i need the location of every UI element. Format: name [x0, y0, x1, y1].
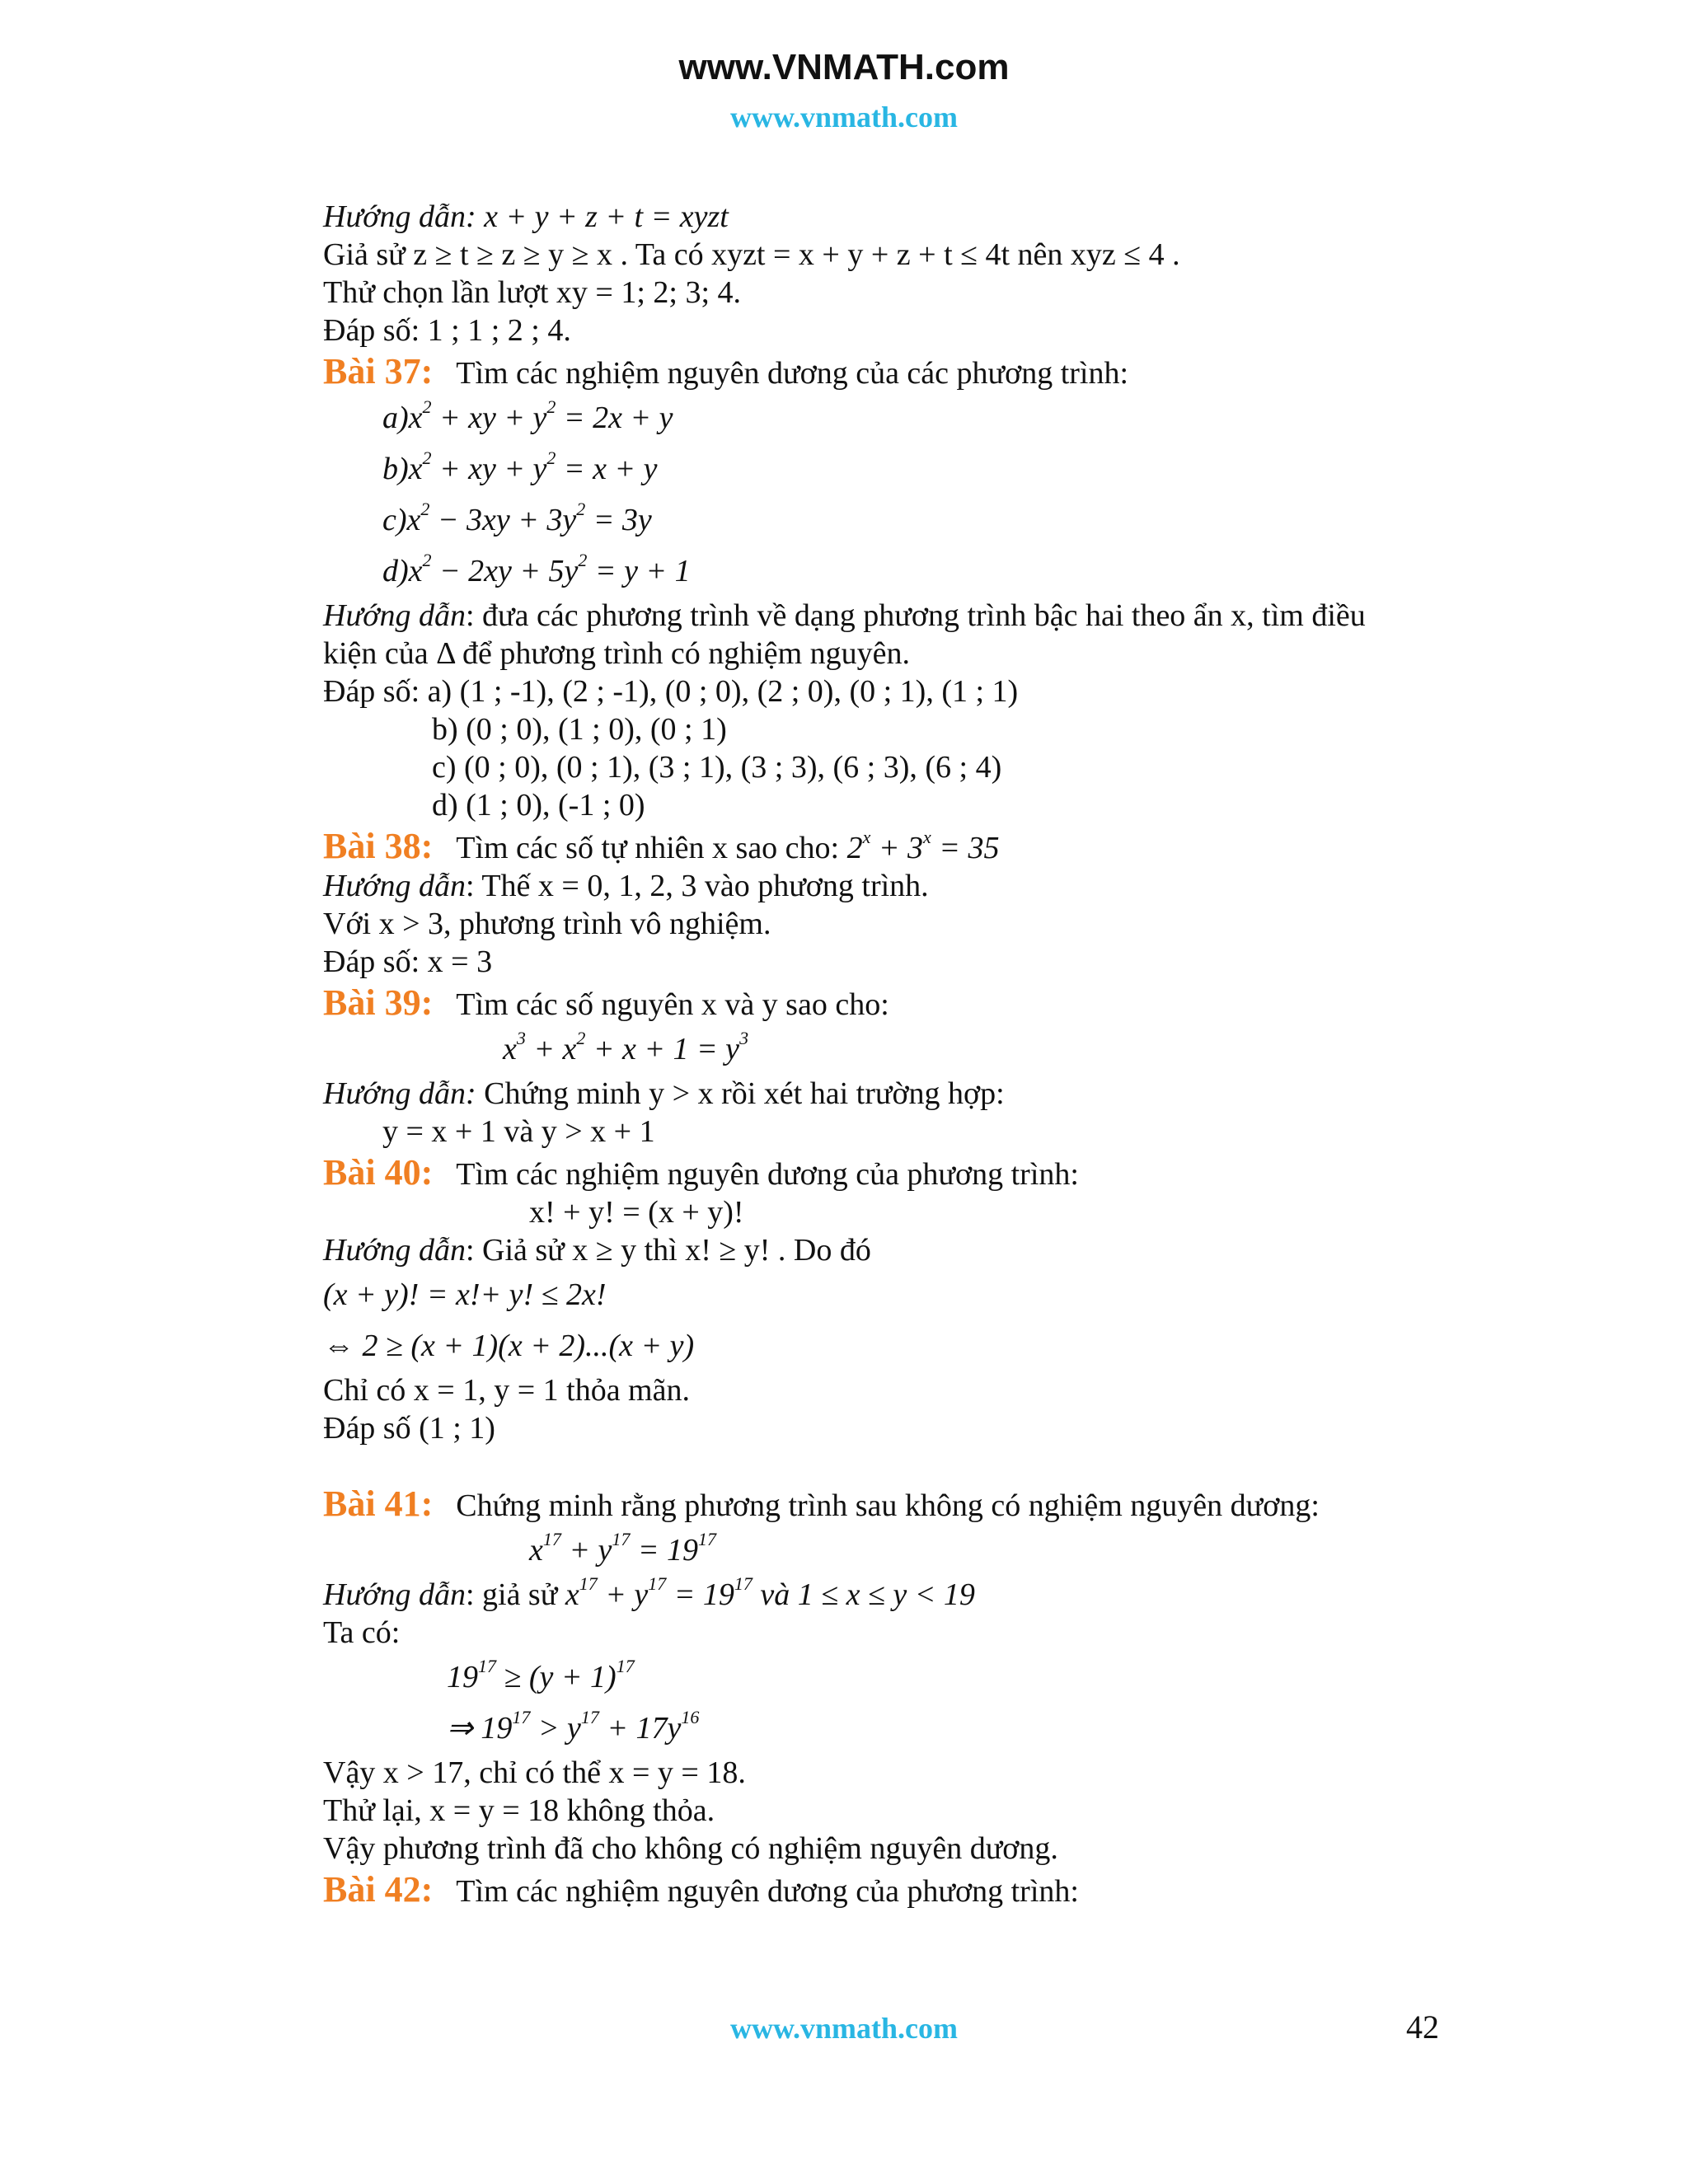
hint-line [323, 198, 1461, 236]
equation: (x + y)! = x!+ y! ≤ 2x! [323, 1277, 607, 1312]
line-text: x! + y! = (x + y)! [529, 1195, 744, 1230]
exercise-label: Bài 41: [323, 1483, 434, 1524]
equation-line [323, 1269, 1461, 1320]
line-text: Đáp số: 1 ; 1 ; 2 ; 4. [323, 313, 571, 348]
line-text: b) (0 ; 0), (1 ; 0), (0 ; 1) [432, 712, 727, 747]
line-text: c) (0 ; 0), (0 ; 1), (3 ; 1), (3 ; 3), (6 ; 3), (6 ; 4) [432, 750, 1002, 785]
text-line [323, 1754, 1461, 1792]
equation: $x^3 + x^2 + x + 1 = y^3$ [503, 1028, 749, 1066]
text-line [323, 673, 1461, 710]
exercise-prompt: Tìm các số nguyên x và y sao cho: [456, 987, 889, 1022]
text-line [323, 786, 1461, 824]
text-line [323, 905, 1461, 943]
page-number: 42 [1406, 2008, 1439, 2046]
line-text: : đưa các phương trình về dạng phương trình bậc hai theo ẩn x, tìm điều [465, 598, 1366, 633]
equation: $19^{17} \ge (y + 1)^{17}$ [447, 1656, 635, 1694]
hint-line [323, 597, 1461, 635]
line-text: : giả sử [465, 1577, 565, 1612]
exercise-heading [323, 1154, 1461, 1193]
site-header-link[interactable]: www.vnmath.com [730, 101, 958, 134]
line-text: Ta có: [323, 1615, 401, 1650]
equation-line [323, 392, 1461, 443]
equation: $b)x^2$ + xy + $y^2 = x + y$ [382, 448, 658, 486]
line-text: y = x + 1 và y > x + 1 [382, 1114, 655, 1149]
line-text: Thử lại, x = y = 18 không thỏa. [323, 1793, 715, 1828]
hint-line [323, 1573, 1461, 1614]
hint-label: Hướng dẫn: [323, 199, 476, 234]
line-text: Vậy x > 17, chỉ có thể x = y = 18. [323, 1755, 746, 1790]
text-line [323, 1830, 1461, 1868]
exercise-heading [323, 353, 1461, 392]
equation: $d)x^2 - 2xy + 5y^2 = y + 1$ [382, 550, 691, 588]
page-content [323, 198, 1461, 1910]
exercise-label: Bài 38: [323, 826, 434, 866]
equation: ⇒ $19^{17} > y^{17} + 17y^{16}$ [447, 1707, 700, 1746]
site-header-main: www.VNMATH.com [678, 47, 1010, 87]
exercise-prompt: Tìm các nghiệm nguyên dương của các phương trình: [456, 356, 1129, 391]
text-line [323, 236, 1461, 274]
exercise-prompt: Tìm các nghiệm nguyên dương của phương trình: [456, 1874, 1079, 1909]
equation: $c)x^2 - 3xy + 3y^2 = 3y$ [382, 499, 652, 537]
exercise-prompt: Tìm các số tự nhiên x sao cho: [456, 831, 847, 865]
line-text: Đáp số: x = 3 [323, 944, 493, 979]
equation: ⇔ 2 ≥ (x + 1)(x + 2)...(x + y) [323, 1329, 695, 1363]
line-text: d) (1 ; 0), (-1 ; 0) [432, 788, 645, 823]
line-text: kiện của Δ để phương trình có nghiệm nguyên. [323, 636, 911, 671]
equation-line [323, 546, 1461, 597]
equation-line [323, 1024, 1461, 1075]
hint-line [323, 1075, 1461, 1113]
line-text: Đáp số: a) (1 ; -1), (2 ; -1), (0 ; 0), (2 ; 0), (0 ; 1), (1 ; 1) [323, 674, 1019, 709]
equation-line [323, 1525, 1461, 1576]
equation-line [323, 1703, 1461, 1754]
equation-line [323, 1320, 1461, 1371]
hint-label: Hướng dẫn [323, 598, 466, 633]
line-text: Chứng minh y > x rồi xét hai trường hợp: [476, 1076, 1005, 1111]
equation: $a)x^2$ + xy + $y^2 = 2x + y$ [382, 396, 673, 435]
text-line [323, 943, 1461, 981]
exercise-heading [323, 1871, 1461, 1910]
exercise-label: Bài 42: [323, 1869, 434, 1910]
exercise-label: Bài 37: [323, 351, 434, 391]
hint-label: Hướng dẫn [323, 1577, 466, 1612]
text-line [323, 1113, 1461, 1151]
text-line [323, 1614, 1461, 1652]
exercise-heading [323, 1485, 1461, 1525]
line-text: : Giả sử x ≥ y thì x! ≥ y! . Do đó [465, 1233, 871, 1268]
equation-line [323, 443, 1461, 494]
exercise-prompt: Chứng minh rằng phương trình sau không có nghiệm nguyên dương: [456, 1488, 1320, 1523]
hint-label: Hướng dẫn [323, 1233, 466, 1268]
hint-line [323, 1231, 1461, 1269]
text-line [323, 1792, 1461, 1830]
inline-equation: $x^{17} + y^{17} = 19^{17}$ và 1 ≤ x ≤ y < 19 [565, 1573, 975, 1612]
text-line [323, 1409, 1461, 1447]
text-line [323, 312, 1461, 349]
exercise-heading [323, 984, 1461, 1024]
hint-line [323, 867, 1461, 905]
equation-line [323, 1652, 1461, 1703]
equation: $x^{17} + y^{17} = 19^{17}$ [529, 1529, 717, 1568]
hint-label: Hướng dẫn: [323, 1076, 476, 1111]
line-text: Vậy phương trình đã cho không có nghiệm nguyên dương. [323, 1831, 1058, 1866]
footer-site-link[interactable]: www.vnmath.com [730, 2012, 958, 2045]
line-text: Thử chọn lần lượt xy = 1; 2; 3; 4. [323, 275, 742, 310]
line-text: Giả sử z ≥ t ≥ z ≥ y ≥ x . Ta có xyzt = x + y + z + t ≤ 4t nên xyz ≤ 4 . [323, 237, 1180, 272]
exercise-label: Bài 40: [323, 1152, 434, 1193]
inline-equation: x + y + z + t = xyzt [484, 199, 729, 234]
equation-line [323, 494, 1461, 546]
text-line [323, 1193, 1461, 1231]
text-line [323, 748, 1461, 786]
exercise-label: Bài 39: [323, 982, 434, 1023]
hint-label: Hướng dẫn [323, 869, 466, 903]
line-text: Chỉ có x = 1, y = 1 thỏa mãn. [323, 1373, 690, 1408]
text-line [323, 710, 1461, 748]
line-text [476, 199, 485, 234]
text-line [323, 274, 1461, 312]
exercise-equation: $2^x + 3^x = 35$ [846, 827, 1000, 865]
line-text: Với x > 3, phương trình vô nghiệm. [323, 907, 771, 941]
line-text: Đáp số (1 ; 1) [323, 1411, 495, 1446]
text-line [323, 635, 1461, 673]
exercise-heading [323, 827, 1461, 867]
exercise-prompt: Tìm các nghiệm nguyên dương của phương trình: [456, 1157, 1079, 1192]
text-line [323, 1371, 1461, 1409]
line-text: : Thế x = 0, 1, 2, 3 vào phương trình. [465, 869, 929, 903]
